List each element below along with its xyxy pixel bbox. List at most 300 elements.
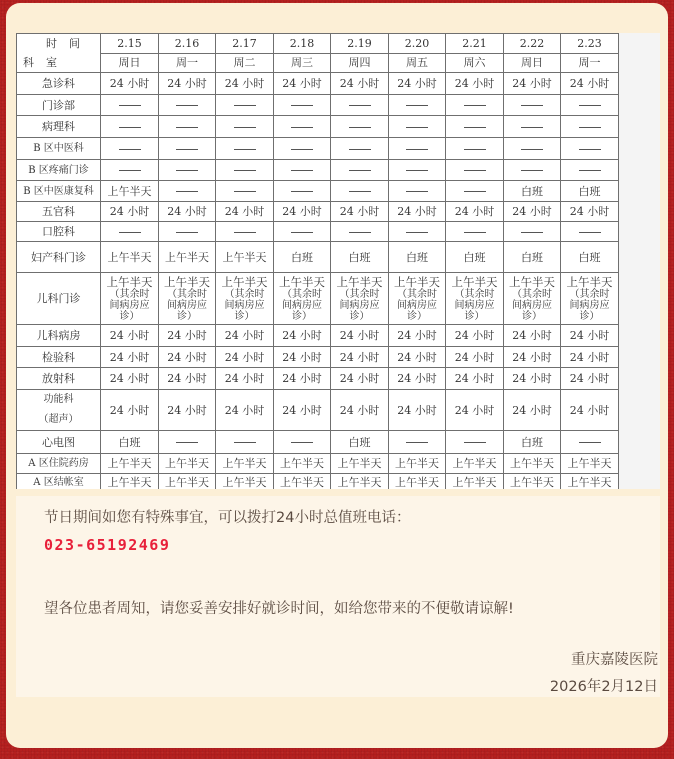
not-open-dash [406, 127, 428, 128]
not-open-dash [406, 105, 428, 106]
schedule-cell-text: 24 小时 [109, 329, 150, 342]
schedule-cell [446, 474, 504, 490]
weekday-cell: 周三 [274, 53, 331, 73]
schedule-cell [331, 138, 389, 160]
schedule-cell-text: 上午半天 [222, 250, 267, 264]
not-open-dash [119, 170, 141, 171]
not-open-dash [234, 149, 256, 150]
schedule-cell [101, 116, 159, 138]
department-label: 妇产科门诊 [31, 250, 86, 264]
not-open-dash [119, 105, 141, 106]
schedule-cell-text: 24 小时 [512, 372, 552, 385]
schedule-cell [389, 160, 446, 181]
schedule-cell-text: 24 小时 [512, 403, 552, 417]
schedule-cell [216, 73, 274, 95]
schedule-cell [446, 242, 504, 273]
schedule-cell-text: 白班 [118, 435, 141, 449]
schedule-cell [216, 222, 274, 242]
department-label: （超声） [38, 414, 79, 425]
schedule-cell-text: 24 小时 [167, 350, 207, 364]
schedule-cell-text: 24 小时 [167, 372, 207, 385]
schedule-cell-text: 24 小时 [569, 350, 610, 364]
not-open-dash [406, 170, 428, 171]
schedule-cell-text: （其余时 [109, 288, 150, 300]
schedule-cell [101, 181, 159, 202]
schedule-cell-text: 上午半天 [510, 476, 554, 489]
schedule-cell [274, 368, 331, 390]
header-corner-cell [17, 34, 101, 73]
schedule-cell-text: （其余时 [454, 288, 495, 300]
schedule-cell [561, 368, 619, 390]
schedule-row [17, 222, 619, 242]
not-open-dash [464, 191, 486, 192]
schedule-cell [159, 474, 216, 490]
schedule-cell-text: 24 小时 [282, 77, 322, 90]
not-open-dash [349, 105, 371, 106]
schedule-row [17, 454, 619, 474]
not-open-dash [234, 105, 256, 106]
date-cell: 2.19 [331, 34, 389, 54]
schedule-row [17, 273, 619, 325]
schedule-cell-text: 24 小时 [569, 403, 610, 417]
schedule-cell-text: 24 小时 [167, 77, 207, 90]
schedule-cell [331, 181, 389, 202]
schedule-cell-text: 诊） [464, 310, 485, 322]
not-open-dash [464, 127, 486, 128]
not-open-dash [521, 105, 543, 106]
schedule-cell-text: 24 小时 [224, 372, 265, 385]
schedule-cell [389, 181, 446, 202]
not-open-dash [176, 442, 198, 443]
schedule-cell [159, 454, 216, 474]
schedule-row [17, 160, 619, 181]
schedule-cell [274, 95, 331, 116]
department-label: 病理科 [42, 120, 75, 133]
schedule-cell [561, 116, 619, 138]
not-open-dash [234, 442, 256, 443]
schedule-cell-text: 上午半天 [567, 457, 612, 470]
department-cell [17, 474, 101, 490]
schedule-cell-text: 间病房应 [109, 299, 150, 311]
schedule-cell-text: 白班 [348, 435, 371, 449]
department-label: 急诊科 [42, 77, 75, 90]
schedule-cell-text: 上午半天 [107, 476, 152, 489]
schedule-cell [504, 181, 561, 202]
schedule-cell-text: 间病房应 [339, 299, 380, 311]
schedule-cell-text: 上午半天 [567, 476, 612, 489]
schedule-cell-text: （其余时 [569, 288, 610, 300]
schedule-cell-text: 24 小时 [339, 350, 380, 364]
weekday-cell: 周四 [331, 53, 389, 73]
not-open-dash [176, 105, 198, 106]
schedule-cell-text: 24 小时 [454, 77, 495, 90]
schedule-cell [274, 273, 331, 325]
schedule-cell [274, 222, 331, 242]
schedule-cell-text: 上午半天 [165, 457, 209, 470]
schedule-cell [504, 368, 561, 390]
hotline-phone-number[interactable]: 023-65192469 [44, 536, 171, 554]
schedule-cell-text: 24 小时 [339, 77, 380, 90]
schedule-cell-text: 24 小时 [454, 403, 495, 417]
schedule-cell [389, 368, 446, 390]
schedule-cell [159, 368, 216, 390]
not-open-dash [349, 191, 371, 192]
schedule-cell [159, 273, 216, 325]
schedule-cell-text: 24 小时 [224, 77, 265, 90]
schedule-cell-text: 24 小时 [167, 403, 207, 417]
schedule-cell [389, 116, 446, 138]
schedule-cell-text: 上午半天 [509, 274, 555, 289]
schedule-cell [331, 431, 389, 454]
schedule-cell [101, 347, 159, 368]
schedule-cell [331, 368, 389, 390]
schedule-row [17, 116, 619, 138]
not-open-dash [579, 170, 601, 171]
schedule-cell [561, 431, 619, 454]
schedule-cell [216, 347, 274, 368]
schedule-cell [101, 368, 159, 390]
schedule-cell-text: 24 小时 [397, 77, 437, 90]
department-label: B 区中医科 [33, 143, 84, 154]
schedule-cell [446, 273, 504, 325]
schedule-cell [159, 116, 216, 138]
schedule-cell [446, 347, 504, 368]
department-cell [17, 138, 101, 160]
schedule-cell [561, 390, 619, 431]
not-open-dash [234, 232, 256, 233]
not-open-dash [119, 149, 141, 150]
schedule-cell [216, 95, 274, 116]
department-label: 五官科 [42, 205, 75, 218]
schedule-cell [504, 138, 561, 160]
department-label: A 区住院药房 [28, 458, 89, 469]
schedule-cell-text: 诊） [579, 310, 600, 322]
schedule-cell-text: 白班 [521, 250, 543, 264]
schedule-cell-text: 上午半天 [395, 457, 439, 470]
schedule-cell [504, 222, 561, 242]
schedule-cell [446, 95, 504, 116]
not-open-dash [464, 232, 486, 233]
not-open-dash [234, 170, 256, 171]
schedule-cell [101, 431, 159, 454]
schedule-cell [101, 242, 159, 273]
schedule-cell-text: 上午半天 [336, 274, 383, 289]
schedule-cell [389, 73, 446, 95]
not-open-dash [579, 442, 601, 443]
schedule-cell [389, 95, 446, 116]
not-open-dash [406, 191, 428, 192]
schedule-cell [504, 160, 561, 181]
schedule-row [17, 368, 619, 390]
not-open-dash [349, 127, 371, 128]
not-open-dash [234, 127, 256, 128]
not-open-dash [234, 191, 256, 192]
schedule-cell [504, 116, 561, 138]
schedule-cell [216, 242, 274, 273]
schedule-cell [446, 390, 504, 431]
schedule-cell [159, 431, 216, 454]
schedule-cell-text: 24 小时 [569, 205, 610, 218]
schedule-row [17, 181, 619, 202]
schedule-cell [159, 325, 216, 347]
department-cell [17, 116, 101, 138]
schedule-cell-text: 间病房应 [454, 299, 495, 311]
department-cell [17, 181, 101, 202]
not-open-dash [521, 170, 543, 171]
schedule-cell-text: 上午半天 [222, 457, 267, 470]
not-open-dash [406, 442, 428, 443]
not-open-dash [176, 149, 198, 150]
schedule-cell [389, 222, 446, 242]
schedule-cell [216, 160, 274, 181]
schedule-cell [274, 160, 331, 181]
schedule-cell [101, 202, 159, 222]
not-open-dash [464, 442, 486, 443]
schedule-cell-text: 诊） [349, 310, 370, 322]
schedule-cell [101, 222, 159, 242]
schedule-cell [389, 202, 446, 222]
schedule-cell-text: 间病房应 [167, 299, 207, 311]
schedule-cell [389, 242, 446, 273]
department-cell [17, 160, 101, 181]
schedule-cell [331, 347, 389, 368]
date-cell: 2.23 [561, 34, 619, 54]
schedule-cell [331, 116, 389, 138]
schedule-cell [446, 160, 504, 181]
schedule-cell-text: 24 小时 [454, 372, 495, 385]
not-open-dash [291, 442, 313, 443]
schedule-cell [101, 73, 159, 95]
schedule-cell [331, 95, 389, 116]
schedule-cell [504, 390, 561, 431]
department-label: 门诊部 [42, 98, 75, 112]
schedule-cell [159, 181, 216, 202]
schedule-cell-text: 24 小时 [167, 205, 207, 218]
weekday-cell: 周六 [446, 53, 504, 73]
schedule-cell [331, 202, 389, 222]
department-cell [17, 390, 101, 431]
schedule-cell [101, 390, 159, 431]
schedule-cell-text: 上午半天 [280, 476, 324, 489]
schedule-cell-text: 白班 [463, 250, 486, 264]
not-open-dash [406, 149, 428, 150]
schedule-cell-text: 24 小时 [224, 205, 265, 218]
schedule-cell-text: 24 小时 [109, 372, 150, 385]
schedule-row [17, 138, 619, 160]
schedule-cell [446, 202, 504, 222]
schedule-cell-text: 24 小时 [282, 329, 322, 342]
schedule-cell [331, 454, 389, 474]
schedule-cell-text: 上午半天 [165, 250, 209, 264]
schedule-cell-text: 诊） [407, 310, 427, 322]
department-cell [17, 273, 101, 325]
schedule-cell [274, 325, 331, 347]
schedule-cell [504, 474, 561, 490]
department-label: 检验科 [42, 350, 75, 364]
schedule-row [17, 73, 619, 95]
department-cell [17, 347, 101, 368]
not-open-dash [349, 170, 371, 171]
schedule-cell [159, 242, 216, 273]
schedule-cell-text: 上午半天 [165, 476, 209, 489]
schedule-cell [216, 116, 274, 138]
schedule-cell [216, 454, 274, 474]
not-open-dash [521, 232, 543, 233]
hotline-intro-text: 节日期间如您有特殊事宜，可以拨打24小时总值班电话： [44, 510, 411, 526]
schedule-body [17, 73, 619, 490]
schedule-image [16, 33, 660, 489]
schedule-cell [446, 181, 504, 202]
schedule-cell-text: 上午半天 [394, 274, 440, 289]
schedule-cell [274, 242, 331, 273]
corner-time-label: 时间 [46, 37, 92, 50]
schedule-row [17, 431, 619, 454]
schedule-cell [274, 73, 331, 95]
schedule-cell [331, 273, 389, 325]
schedule-cell [274, 116, 331, 138]
schedule-cell-text: （其余时 [224, 288, 265, 300]
schedule-cell [216, 390, 274, 431]
schedule-cell [504, 242, 561, 273]
schedule-cell-text: 24 小时 [282, 403, 322, 417]
schedule-cell-text: 24 小时 [109, 205, 150, 218]
schedule-cell-text: 白班 [406, 250, 428, 264]
corner-dept-label: 科室 [23, 56, 69, 69]
schedule-cell [389, 273, 446, 325]
schedule-cell [101, 138, 159, 160]
schedule-cell [561, 474, 619, 490]
schedule-cell-text: 白班 [348, 250, 371, 264]
department-label: 放射科 [42, 372, 75, 385]
department-cell [17, 222, 101, 242]
schedule-cell [159, 160, 216, 181]
schedule-cell [274, 138, 331, 160]
schedule-cell [101, 474, 159, 490]
not-open-dash [579, 105, 601, 106]
schedule-cell [159, 222, 216, 242]
not-open-dash [521, 127, 543, 128]
schedule-cell [274, 474, 331, 490]
schedule-cell [159, 202, 216, 222]
schedule-cell-text: （其余时 [397, 288, 437, 300]
schedule-cell-text: 诊） [119, 310, 140, 322]
schedule-cell [331, 474, 389, 490]
schedule-cell-text: 诊） [234, 310, 255, 322]
schedule-cell [216, 138, 274, 160]
schedule-row [17, 390, 619, 431]
not-open-dash [176, 191, 198, 192]
date-cell: 2.16 [159, 34, 216, 54]
schedule-cell [159, 390, 216, 431]
schedule-cell [159, 138, 216, 160]
schedule-cell-text: 24 小时 [569, 372, 610, 385]
schedule-cell [504, 431, 561, 454]
schedule-cell-text: 上午半天 [107, 250, 152, 264]
schedule-cell [331, 325, 389, 347]
department-cell [17, 242, 101, 273]
department-label: B 区中医康复科 [23, 185, 94, 197]
weekday-cell: 周二 [216, 53, 274, 73]
schedule-cell [389, 390, 446, 431]
date-cell: 2.22 [504, 34, 561, 54]
schedule-cell-text: 上午半天 [221, 274, 268, 289]
schedule-row [17, 347, 619, 368]
department-label: A 区结帐室 [33, 477, 84, 488]
department-cell [17, 325, 101, 347]
weekday-cell: 周五 [389, 53, 446, 73]
header-weekday-row [17, 53, 619, 73]
schedule-cell [101, 160, 159, 181]
schedule-cell [216, 202, 274, 222]
schedule-cell-text: 24 小时 [282, 350, 322, 364]
schedule-cell [561, 325, 619, 347]
schedule-cell-text: 24 小时 [454, 329, 495, 342]
not-open-dash [176, 170, 198, 171]
schedule-cell [274, 454, 331, 474]
schedule-cell-text: 上午半天 [395, 476, 439, 489]
schedule-cell [331, 390, 389, 431]
schedule-cell-text: 上午半天 [566, 274, 613, 289]
schedule-cell [561, 160, 619, 181]
not-open-dash [291, 105, 313, 106]
schedule-cell [561, 181, 619, 202]
schedule-cell-text: 白班 [521, 184, 543, 198]
schedule-cell [389, 347, 446, 368]
department-cell [17, 454, 101, 474]
date-cell: 2.17 [216, 34, 274, 54]
schedule-cell-text: （其余时 [339, 288, 380, 300]
schedule-cell-text: 间病房应 [569, 299, 610, 311]
schedule-cell-text: 24 小时 [397, 403, 437, 417]
not-open-dash [291, 191, 313, 192]
not-open-dash [464, 105, 486, 106]
schedule-cell [331, 160, 389, 181]
schedule-cell [561, 73, 619, 95]
schedule-cell [159, 347, 216, 368]
schedule-cell-text: 间病房应 [282, 299, 322, 311]
notice-text-panel [16, 496, 660, 697]
schedule-cell-text: 24 小时 [109, 350, 150, 364]
schedule-row [17, 474, 619, 490]
holiday-schedule-table [16, 33, 619, 489]
schedule-cell-text: 24 小时 [454, 350, 495, 364]
schedule-cell [561, 347, 619, 368]
schedule-cell-text: 上午半天 [452, 457, 497, 470]
schedule-cell [561, 222, 619, 242]
schedule-cell [159, 73, 216, 95]
schedule-cell [446, 325, 504, 347]
schedule-cell-text: 24 小时 [282, 205, 322, 218]
schedule-cell [389, 138, 446, 160]
schedule-cell [504, 95, 561, 116]
department-cell [17, 95, 101, 116]
schedule-cell-text: 24 小时 [512, 205, 552, 218]
schedule-cell [101, 454, 159, 474]
schedule-cell-text: 24 小时 [569, 329, 610, 342]
schedule-cell-text: 24 小时 [397, 205, 437, 218]
schedule-cell [504, 325, 561, 347]
schedule-cell [561, 202, 619, 222]
schedule-cell-text: 上午半天 [222, 476, 267, 489]
schedule-cell [561, 454, 619, 474]
not-open-dash [406, 232, 428, 233]
schedule-cell-text: 24 小时 [109, 403, 150, 417]
schedule-cell-text: 白班 [521, 435, 543, 449]
schedule-cell-text: 24 小时 [397, 372, 437, 385]
schedule-cell [446, 73, 504, 95]
weekday-cell: 周一 [159, 53, 216, 73]
department-cell [17, 202, 101, 222]
